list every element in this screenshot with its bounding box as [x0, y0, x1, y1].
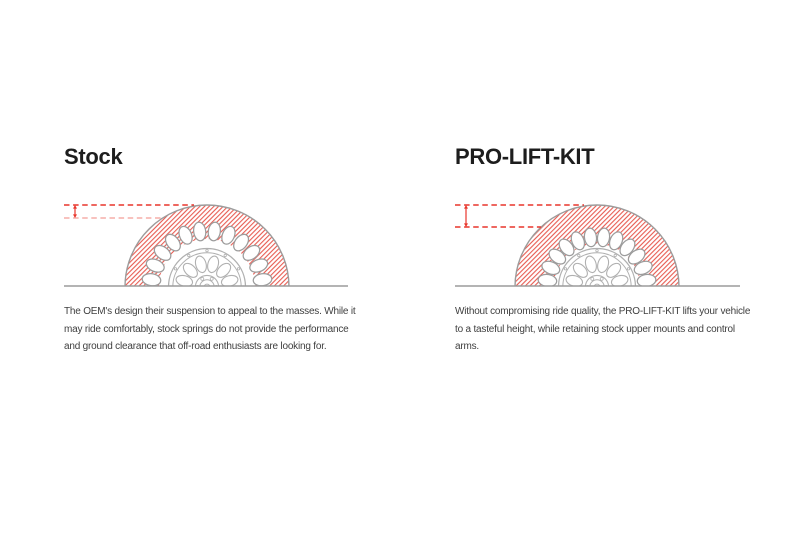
panel-description-stock: [64, 303, 355, 356]
text-line: The OEM's design their suspension to appeal to the masses. While it: [64, 306, 356, 317]
panel-pro-lift-kit: [455, 144, 751, 375]
text-line: arms.: [455, 341, 480, 352]
lift-height-arrow: [464, 205, 468, 227]
text-line: to a tasteful height, while retaining stock upper mounts and control: [455, 323, 735, 335]
panel-title-pro-lift-kit: PRO-LIFT-KIT: [455, 144, 595, 169]
wheel-diagram-pro-lift-kit: [455, 196, 740, 290]
text-line: may ride comfortably, stock springs do not provide the performance: [64, 323, 349, 335]
text-line: and ground clearance that off-road enthusiasts are looking for.: [64, 341, 327, 352]
wheel-illustration: [64, 196, 348, 290]
wheel-diagram-stock: [64, 196, 348, 290]
panel-title-stock: Stock: [64, 144, 123, 169]
tire-cross-section: [515, 205, 679, 290]
panel-description-pro-lift-kit: [455, 303, 750, 356]
panel-stock: [64, 144, 356, 375]
text-line: Without compromising ride quality, the PRO-LIFT-KIT lifts your vehicle: [455, 306, 751, 317]
lift-height-arrow: [73, 205, 77, 218]
wheel-illustration: [455, 196, 740, 290]
